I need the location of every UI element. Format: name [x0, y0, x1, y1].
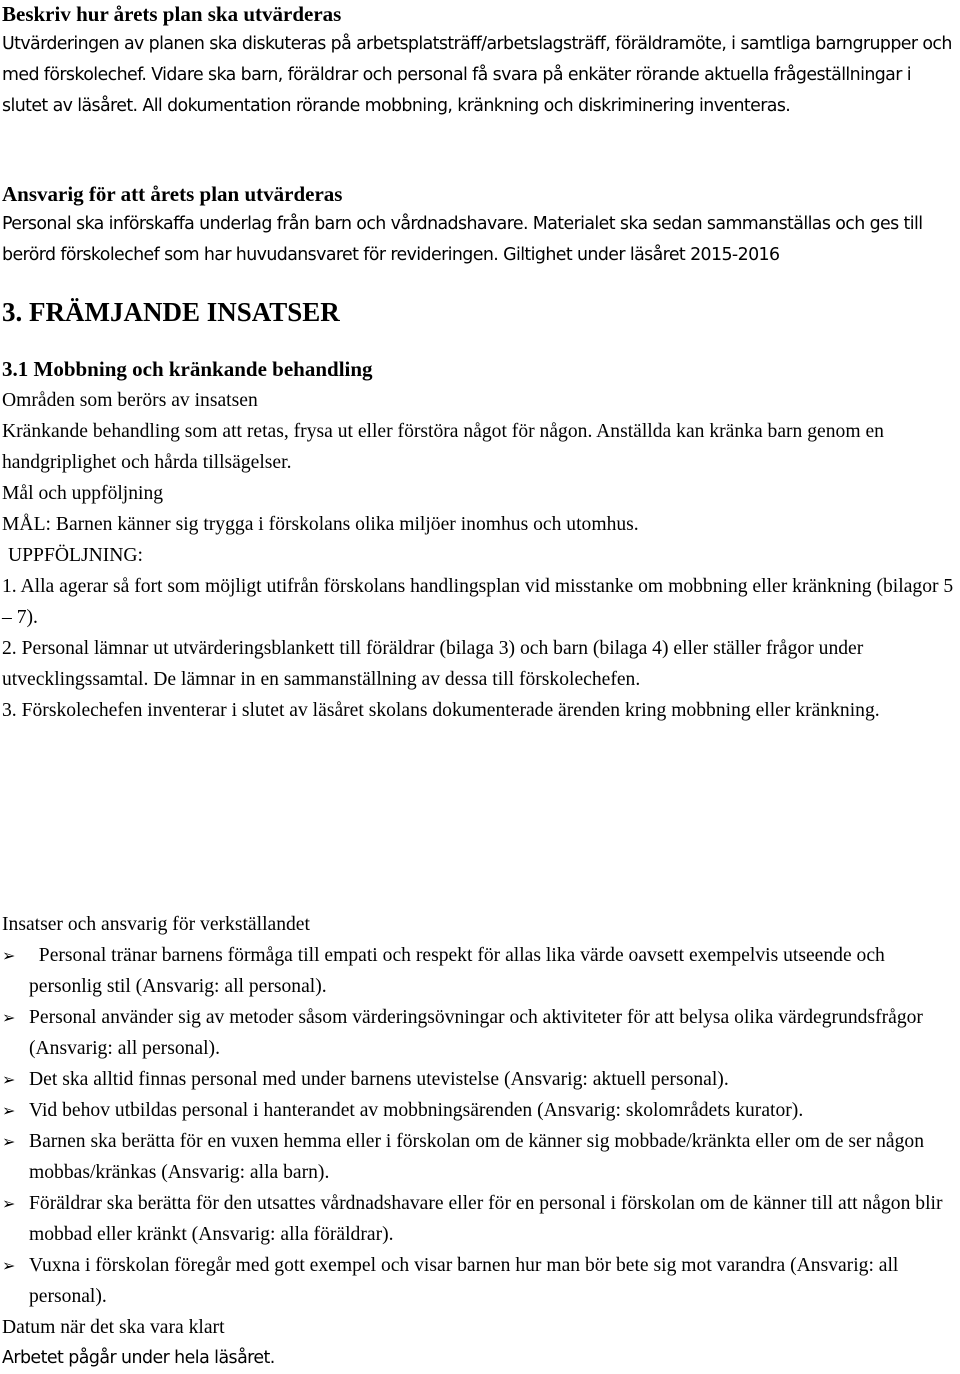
chapter-heading: 3. FRÄMJANDE INSATSER: [2, 297, 340, 327]
followup-label: UPPFÖLJNING:: [8, 545, 144, 566]
list-item-text: Vid behov utbildas personal i hanterandet av mobbningsärenden (Ansvarig: skolområdets kurator).: [29, 1100, 804, 1121]
list-item-text: Vuxna i förskolan föregår med gott exempel och visar barnen hur man bör bete sig mot varandra (Ansvarig: all personal).: [29, 1255, 899, 1307]
responsible-heading: Ansvarig för att årets plan utvärderas: [2, 182, 343, 206]
list-item: [0, 940, 960, 1002]
subsection-heading: 3.1 Mobbning och kränkande behandling: [2, 357, 373, 381]
evaluation-text: Utvärderingen av planen ska diskuteras på arbetsplatsträff/arbetslagsträff, föräldramöte, i samtliga barngrupper och med förskolechef. Vidare ska barn, föräldrar och personal få svara på enkäter rörande aktuella frågeställningar i slutet av läsåret. All dokumentation rörande mobbning, kränkning och diskriminering inventeras.: [2, 34, 952, 116]
goal-text: MÅL: Barnen känner sig trygga i förskolans olika miljöer inomhus och utomhus.: [2, 514, 639, 535]
list-item-text: Personal tränar barnens förmåga till empati och respekt för allas lika värde oavsett exempelvis utseende och personlig stil (Ansvarig: all personal).: [29, 945, 890, 997]
arrow-bullet-icon: ➢: [2, 1070, 16, 1089]
followup-item-2: 2. Personal lämnar ut utvärderingsblankett till föräldrar (bilaga 3) och barn (bilaga 4) eller ställer frågor under utvecklingssamtal. De lämnar in en sammanställning av dessa till förskolechefen.: [2, 638, 864, 690]
list-item: [0, 1250, 960, 1312]
arrow-bullet-icon: ➢: [2, 946, 16, 965]
measures-list: [0, 940, 960, 1312]
deadline-label: Datum när det ska vara klart: [2, 1317, 225, 1338]
arrow-bullet-icon: ➢: [2, 1256, 16, 1275]
arrow-bullet-icon: ➢: [2, 1008, 16, 1027]
goals-label: Mål och uppföljning: [2, 483, 164, 504]
arrow-bullet-icon: ➢: [2, 1101, 16, 1120]
list-item: [0, 1064, 960, 1095]
list-item-text: Personal använder sig av metoder såsom värderingsövningar och aktiviteter för att belysa olika värdegrundsfrågor (Ansvarig: all personal).: [29, 1007, 923, 1059]
areas-label: Områden som berörs av insatsen: [2, 390, 258, 411]
list-item: [0, 1188, 960, 1250]
list-item-text: Det ska alltid finnas personal med under barnens utevistelse (Ansvarig: aktuell personal).: [29, 1069, 729, 1090]
arrow-bullet-icon: ➢: [2, 1194, 16, 1213]
followup-item-3: 3. Förskolechefen inventerar i slutet av läsåret skolans dokumenterade ärenden kring mobbning eller kränkning.: [2, 700, 880, 721]
responsible-text: Personal ska införskaffa underlag från barn och vårdnadshavare. Materialet ska sedan sammanställas och ges till berörd förskolechef som har huvudansvaret för revideringen. Giltighet under läsåret 2015-2016: [2, 214, 923, 265]
list-item: [0, 1095, 960, 1126]
followup-item-1: 1. Alla agerar så fort som möjligt utifrån förskolans handlingsplan vid misstanke om mobbning eller kränkning (bilagor 5 – 7).: [2, 576, 954, 628]
evaluation-heading: Beskriv hur årets plan ska utvärderas: [2, 2, 342, 26]
list-item-text: Barnen ska berätta för en vuxen hemma eller i förskolan om de känner sig mobbade/kränkta eller om de ser någon mobbas/kränkas (Ansvarig: alla barn).: [29, 1131, 925, 1183]
list-item: [0, 1002, 960, 1064]
list-item-text: Föräldrar ska berätta för den utsattes vårdnadshavare eller för en personal i förskolan om de känner till att någon blir mobbad eller kränkt (Ansvarig: alla föräldrar).: [29, 1193, 943, 1245]
areas-text: Kränkande behandling som att retas, frysa ut eller förstöra något för någon. Anställda kan kränka barn genom en handgriplighet och hårda tillsägelser.: [2, 421, 884, 473]
measures-label: Insatser och ansvarig för verkställandet: [2, 914, 310, 935]
list-item: [0, 1126, 960, 1188]
deadline-text: Arbetet pågår under hela läsåret.: [2, 1348, 275, 1368]
arrow-bullet-icon: ➢: [2, 1132, 16, 1151]
